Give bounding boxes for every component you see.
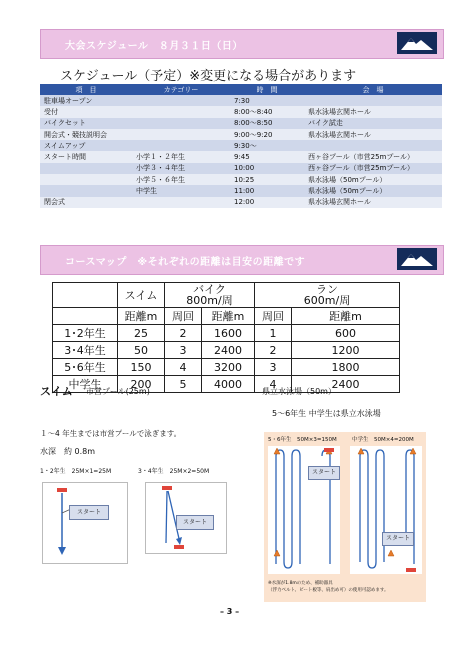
cell xyxy=(40,174,132,185)
cell: 駐車場オープン xyxy=(40,95,132,106)
diagram4-caption: 中学生 50M×4=200M xyxy=(352,437,414,443)
pool-diagram-1 xyxy=(42,482,128,564)
diagram3-caption: 5・6年生 50M×3=150M xyxy=(268,437,337,443)
corner-cell xyxy=(53,283,118,308)
cell: 9:30〜 xyxy=(230,140,304,151)
cell: バイク試走 xyxy=(304,118,442,129)
run-header xyxy=(255,283,400,308)
cell: 11:00 xyxy=(230,185,304,196)
cell: 小学３・４年生 xyxy=(132,163,230,174)
course-banner-title: コースマップ ※それぞれの距離は目安の距離です xyxy=(65,257,306,268)
city-pool-note: １〜4 年生までは市営プールで泳ぎます。 xyxy=(40,429,182,438)
cell: 1800 xyxy=(292,359,400,376)
event-logo xyxy=(397,32,437,54)
cell: 2400 xyxy=(202,342,255,359)
empty-cell xyxy=(53,308,118,325)
cell: 4 xyxy=(165,359,202,376)
cell: 小学１・２年生 xyxy=(132,151,230,162)
table-row xyxy=(40,140,442,151)
diagram1-caption: 1・2年生 25M×1=25M xyxy=(40,468,112,475)
cell: 2 xyxy=(165,325,202,342)
table-row xyxy=(40,174,442,185)
cell: バイクセット xyxy=(40,118,132,129)
schedule-banner-title: 大会スケジュール ８月３１日（日） xyxy=(65,41,243,52)
cell: 県水泳場玄関ホール xyxy=(304,106,442,117)
cell: 200 xyxy=(118,376,165,393)
table-row xyxy=(53,325,400,342)
cell: 5･6年生 xyxy=(53,359,118,376)
cell: 閉会式 xyxy=(40,197,132,208)
schedule-heading: スケジュール（予定）※変更になる場合があります xyxy=(60,69,357,84)
run-laps-header: 周回 xyxy=(255,308,292,325)
cell xyxy=(40,163,132,174)
cell xyxy=(304,140,442,151)
cell: 10:25 xyxy=(230,174,304,185)
schedule-header: 会 場 xyxy=(304,84,442,95)
start-callout: スタート xyxy=(69,505,109,520)
cell: 3200 xyxy=(202,359,255,376)
schedule-header: 項 目 xyxy=(40,84,132,95)
cell: 600 xyxy=(292,325,400,342)
cell xyxy=(132,197,230,208)
cell: 1 xyxy=(255,325,292,342)
table-row xyxy=(40,151,442,162)
table-row xyxy=(40,185,442,196)
event-logo xyxy=(397,248,437,270)
cell xyxy=(132,129,230,140)
cell: 8:00〜8:50 xyxy=(230,118,304,129)
cell: 2 xyxy=(255,342,292,359)
cell: 中学生 xyxy=(53,376,118,393)
start-callout: スタート xyxy=(176,515,214,530)
cell: 25 xyxy=(118,325,165,342)
cell: スタート時間 xyxy=(40,151,132,162)
cell: 1200 xyxy=(292,342,400,359)
cell: 9:00〜9:20 xyxy=(230,129,304,140)
pool-diagram-2 xyxy=(145,482,227,554)
table-row xyxy=(53,342,400,359)
cell xyxy=(40,185,132,196)
cell: 8:00〜8:40 xyxy=(230,106,304,117)
page-number: – 3 – xyxy=(220,607,240,616)
cell: 県水泳場（50mプール） xyxy=(304,174,442,185)
bike-dist-header: 距離m xyxy=(202,308,255,325)
cell: 開会式・競技説明会 xyxy=(40,129,132,140)
cell: 7:30 xyxy=(230,95,304,106)
run-dist-header: 距離m xyxy=(292,308,400,325)
depth-warning-1: ※水深が1.8mのため、補助器具 xyxy=(268,581,333,586)
cell: 2400 xyxy=(292,376,400,393)
schedule-banner xyxy=(40,29,444,59)
cell xyxy=(132,140,230,151)
schedule-header: 時 間 xyxy=(230,84,304,95)
cell: 1･2年生 xyxy=(53,325,118,342)
cell: 3 xyxy=(255,359,292,376)
cell: 中学生 xyxy=(132,185,230,196)
bike-unit: 800m/周 xyxy=(186,294,233,307)
start-callout: スタート xyxy=(308,466,340,480)
cell: 受付 xyxy=(40,106,132,117)
cell: 1600 xyxy=(202,325,255,342)
cell: 5 xyxy=(165,376,202,393)
cell: 12:00 xyxy=(230,197,304,208)
city-pool-label: 市営プール(25m) xyxy=(86,387,150,396)
table-row xyxy=(40,95,442,106)
cell: 県水泳場玄関ホール xyxy=(304,129,442,140)
run-unit: 600m/周 xyxy=(303,294,351,307)
course-banner xyxy=(40,245,444,275)
cell: 3 xyxy=(165,342,202,359)
cell xyxy=(132,106,230,117)
run-label: ラン xyxy=(316,283,338,296)
cell: 9:45 xyxy=(230,151,304,162)
table-row xyxy=(40,163,442,174)
cell xyxy=(132,95,230,106)
cell: 西ヶ谷プール（市営25mプール） xyxy=(304,163,442,174)
lane-lines xyxy=(264,444,426,584)
course-table xyxy=(52,282,400,393)
bike-laps-header: 周回 xyxy=(165,308,202,325)
table-row xyxy=(40,129,442,140)
cell: スイムアップ xyxy=(40,140,132,151)
pref-pool-note: 5〜6年生 中学生は県立水泳場 xyxy=(272,409,381,418)
table-row xyxy=(40,197,442,208)
cell xyxy=(304,95,442,106)
start-callout: スタート xyxy=(382,532,414,546)
swim-dist-header: 距離m xyxy=(118,308,165,325)
cell: 西ヶ谷プール（市営25mプール） xyxy=(304,151,442,162)
bike-header xyxy=(165,283,255,308)
swim-header: スイム xyxy=(118,283,165,308)
cell: 小学５・６年生 xyxy=(132,174,230,185)
diagram2-caption: 3・4年生 25M×2=50M xyxy=(138,468,210,475)
cell: 10:00 xyxy=(230,163,304,174)
table-row xyxy=(40,118,442,129)
cell: 県水泳場玄関ホール xyxy=(304,197,442,208)
water-depth: 水深 約 0.8m xyxy=(40,447,96,456)
cell: 4 xyxy=(255,376,292,393)
schedule-table xyxy=(40,84,442,208)
table-row xyxy=(40,106,442,117)
pref-pool-label: 県立水泳場（50m） xyxy=(262,387,336,396)
cell: 4000 xyxy=(202,376,255,393)
schedule-header: カテゴリー xyxy=(132,84,230,95)
depth-warning-2: （浮力ベルト、ビート板等、肩出め可）の使用可認めます。 xyxy=(268,588,389,593)
swim-label: スイム xyxy=(40,385,73,398)
cell: 3･4年生 xyxy=(53,342,118,359)
bike-label: バイク xyxy=(193,283,226,296)
cell: 50 xyxy=(118,342,165,359)
table-row xyxy=(53,359,400,376)
cell: 150 xyxy=(118,359,165,376)
cell: 県水泳場（50mプール） xyxy=(304,185,442,196)
pref-pool-diagram xyxy=(264,432,426,602)
cell xyxy=(132,118,230,129)
